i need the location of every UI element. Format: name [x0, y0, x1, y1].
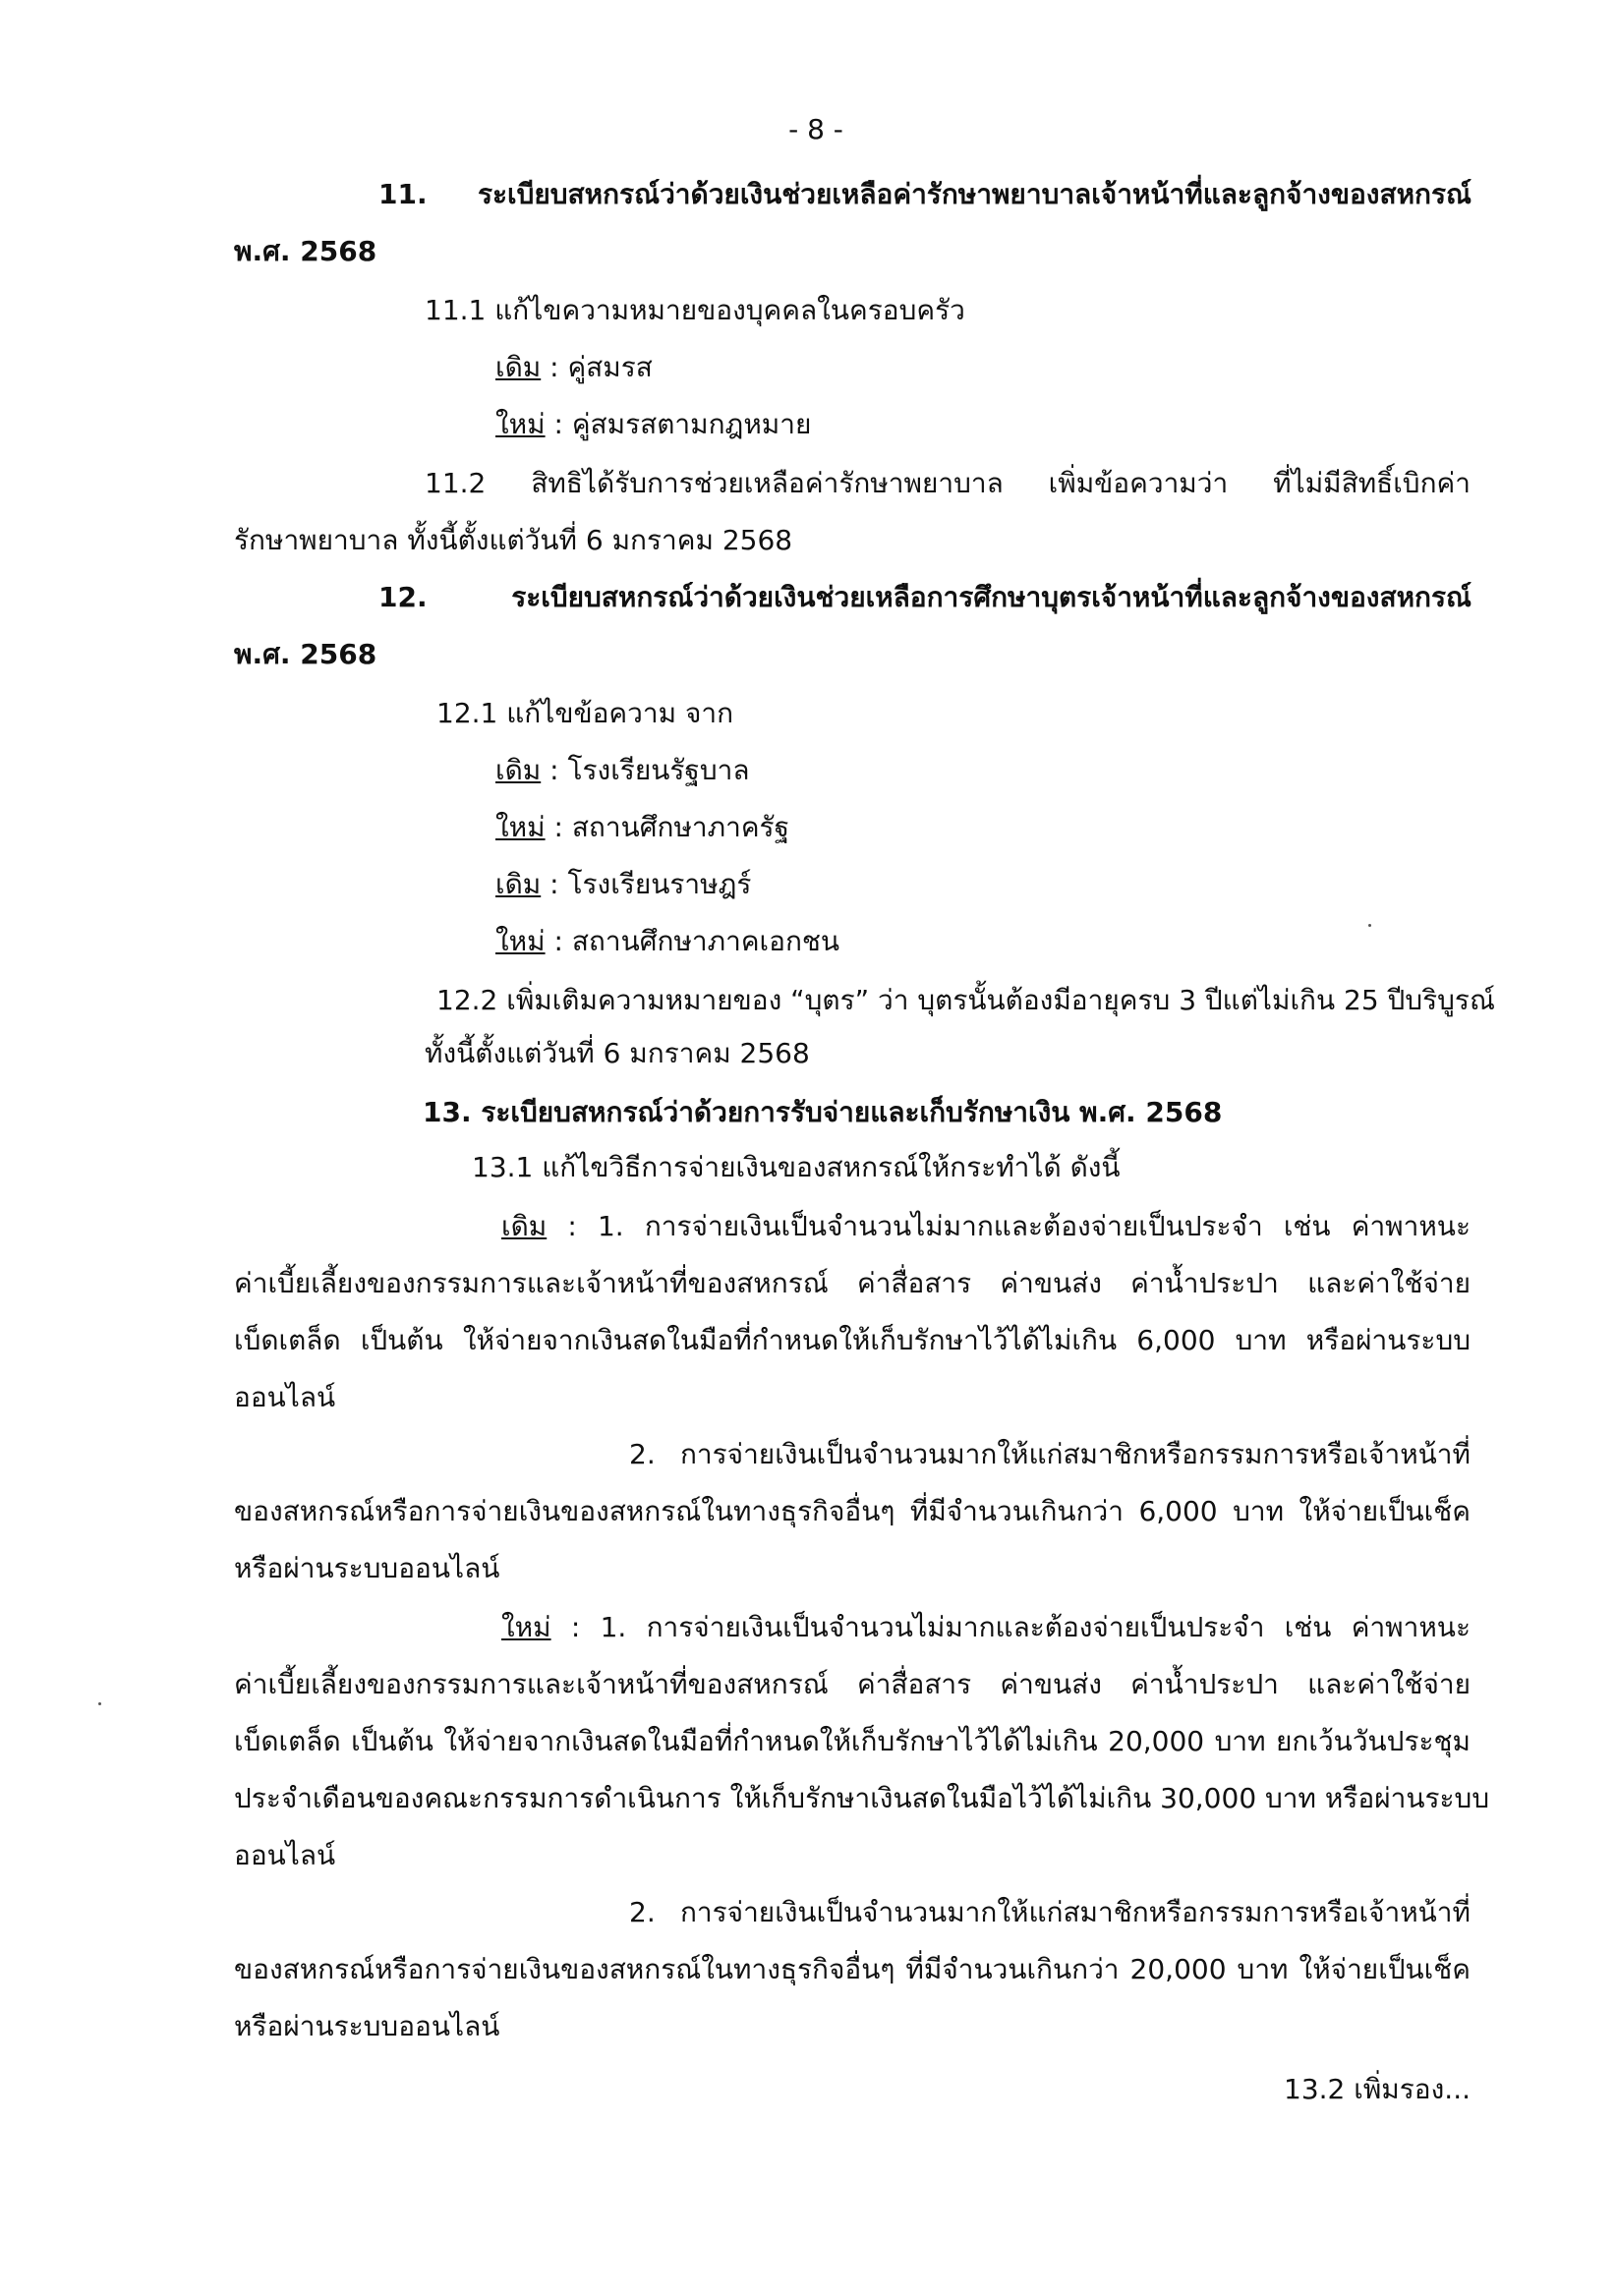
item-13-1-new-p2-line-1: 2. การจ่ายเงินเป็นจำนวนมากให้แก่สมาชิกหรือกรรมการหรือเจ้าหน้าที่ [629, 1896, 1471, 1928]
old-label: เดิม [495, 754, 542, 786]
item-13-1-new-p1-line-3: เบ็ดเตล็ด เป็นต้น ให้จ่ายจากเงินสดในมือที่กำหนดให้เก็บรักษาไว้ได้ไม่เกิน 20,000 บาท ยกเว้นวันประชุม [234, 1725, 1471, 1757]
old-value: : คู่สมรส [541, 351, 653, 383]
item-13-1-title: 13.1 แก้ไขวิธีการจ่ายเงินของสหกรณ์ให้กระทำได้ ดังนี้ [472, 1151, 1121, 1183]
item-12-2-line-2: ทั้งนี้ตั้งแต่วันที่ 6 มกราคม 2568 [425, 1037, 810, 1069]
item-13-1-old-p1-line-4: ออนไลน์ [234, 1381, 336, 1413]
new-label: ใหม่ [495, 811, 546, 843]
old-value: : โรงเรียนราษฎร์ [541, 868, 752, 900]
new-label: ใหม่ [495, 408, 546, 440]
item-13-1-new-p1-line-2: ค่าเบี้ยเลี้ยงของกรรมการและเจ้าหน้าที่ของสหกรณ์ ค่าสื่อสาร ค่าขนส่ง ค่าน้ำประปา และค่าใช้จ่าย [234, 1668, 1471, 1700]
item-13-1-old-p2-line-3: หรือผ่านระบบออนไลน์ [234, 1552, 500, 1584]
item-13-1-new-p1-line-4: ประจำเดือนของคณะกรรมการดำเนินการ ให้เก็บรักษาเงินสดในมือไว้ได้ไม่เกิน 30,000 บาท หรือผ่านระบบ [234, 1782, 1490, 1814]
item-13-1-old-p1-line-1 [501, 1205, 1471, 1248]
old-label: เดิม [501, 1210, 548, 1242]
item-12-2-line-1: 12.2 เพิ่มเติมความหมายของ “บุตร” ว่า บุตรนั้นต้องมีอายุครบ 3 ปีแต่ไม่เกิน 25 ปีบริบูรณ์ [436, 984, 1495, 1016]
old-label: เดิม [495, 868, 542, 900]
continuation-marker: 13.2 เพิ่มรอง... [1284, 2073, 1471, 2105]
item-12-1-old-2 [495, 863, 751, 906]
item-11-1-new [495, 403, 811, 446]
item-11-1-old [495, 346, 653, 389]
scan-speck [1368, 924, 1371, 927]
item-13-1-old-p2-line-2: ของสหกรณ์หรือการจ่ายเงินของสหกรณ์ในทางธุรกิจอื่นๆ ที่มีจำนวนเกินกว่า 6,000 บาท ให้จ่ายเป็นเช็ค [234, 1495, 1471, 1527]
item-11-2-line-2: รักษาพยาบาล ทั้งนี้ตั้งแต่วันที่ 6 มกราคม 2568 [234, 524, 793, 556]
old-text: : 1. การจ่ายเงินเป็นจำนวนไม่มากและต้องจ่ายเป็นประจำ เช่น ค่าพาหนะ [547, 1210, 1471, 1242]
item-11-1-title: 11.1 แก้ไขความหมายของบุคคลในครอบครัว [425, 294, 965, 326]
page-number: - 8 - [788, 113, 843, 145]
old-value: : โรงเรียนรัฐบาล [541, 754, 750, 786]
item-12-1-old-1 [495, 749, 750, 792]
section-12-heading: 12. ระเบียบสหกรณ์ว่าด้วยเงินช่วยเหลือการศึกษาบุตรเจ้าหน้าที่และลูกจ้างของสหกรณ์ [378, 581, 1472, 613]
new-value: : คู่สมรสตามกฎหมาย [545, 408, 812, 440]
new-label: ใหม่ [501, 1611, 551, 1643]
item-13-1-new-p2-line-2: ของสหกรณ์หรือการจ่ายเงินของสหกรณ์ในทางธุรกิจอื่นๆ ที่มีจำนวนเกินกว่า 20,000 บาท ให้จ่ายเป็นเช็ค [234, 1953, 1471, 1985]
item-13-1-old-p1-line-3: เบ็ดเตล็ด เป็นต้น ให้จ่ายจากเงินสดในมือที่กำหนดให้เก็บรักษาไว้ได้ไม่เกิน 6,000 บาท หรือผ่านระบบ [234, 1324, 1471, 1356]
item-13-1-new-p2-line-3: หรือผ่านระบบออนไลน์ [234, 2010, 500, 2042]
new-value: : สถานศึกษาภาครัฐ [545, 811, 790, 843]
new-value: : สถานศึกษาภาคเอกชน [545, 925, 840, 957]
item-13-1-new-p1-line-5: ออนไลน์ [234, 1839, 336, 1871]
new-label: ใหม่ [495, 925, 546, 957]
item-12-1-new-1 [495, 806, 789, 849]
scan-speck [98, 1702, 101, 1705]
section-12-heading-year: พ.ศ. 2568 [234, 638, 377, 670]
item-13-1-new-p1-line-1 [501, 1606, 1471, 1649]
item-12-1-title: 12.1 แก้ไขข้อความ จาก [436, 697, 734, 729]
new-text: : 1. การจ่ายเงินเป็นจำนวนไม่มากและต้องจ่ายเป็นประจำ เช่น ค่าพาหนะ [550, 1611, 1471, 1643]
item-13-1-old-p2-line-1: 2. การจ่ายเงินเป็นจำนวนมากให้แก่สมาชิกหรือกรรมการหรือเจ้าหน้าที่ [629, 1438, 1471, 1470]
item-11-2-line-1: 11.2 สิทธิได้รับการช่วยเหลือค่ารักษาพยาบาล เพิ่มข้อความว่า ที่ไม่มีสิทธิ์เบิกค่า [425, 467, 1471, 499]
item-12-1-new-2 [495, 920, 839, 963]
old-label: เดิม [495, 351, 542, 383]
section-11-heading-year: พ.ศ. 2568 [234, 235, 377, 267]
section-13-heading: 13. ระเบียบสหกรณ์ว่าด้วยการรับจ่ายและเก็บรักษาเงิน พ.ศ. 2568 [423, 1096, 1223, 1128]
item-13-1-old-p1-line-2: ค่าเบี้ยเลี้ยงของกรรมการและเจ้าหน้าที่ของสหกรณ์ ค่าสื่อสาร ค่าขนส่ง ค่าน้ำประปา และค่าใช้จ่าย [234, 1267, 1471, 1299]
section-11-heading: 11. ระเบียบสหกรณ์ว่าด้วยเงินช่วยเหลือค่ารักษาพยาบาลเจ้าหน้าที่และลูกจ้างของสหกรณ์ [378, 178, 1472, 210]
